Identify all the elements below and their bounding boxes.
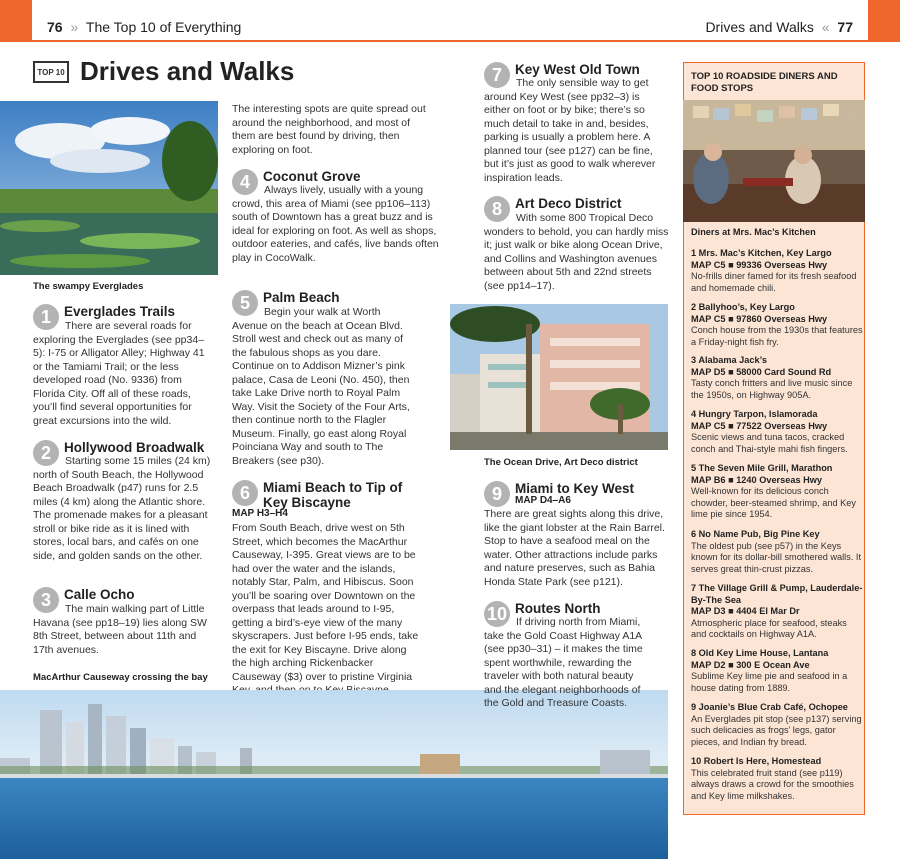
causeway-caption: MacArthur Causeway crossing the bay xyxy=(33,672,208,683)
entry-4-number: 4 xyxy=(232,169,258,195)
top10-badge: TOP 10 xyxy=(33,61,69,83)
sidebar-item-5 xyxy=(691,463,863,521)
sidebar-photo-caption: Diners at Mrs. Mac’s Kitchen xyxy=(691,227,816,237)
sidebar-item-5-map: MAP B6 ■ 1240 Overseas Hwy xyxy=(691,474,823,485)
entry-5-text: Begin your walk at Worth Avenue on the beach at Ocean Blvd. Stroll west and check out as many of the fabulous shops as you dare. Continue on to Addison Mizner’s pink palace, Casa de Leoni (No. 450), then take Lake Drive north to Royal Palm Way. Visit the Society of the Four Arts, then continue north to the Flagler Museum. Finally, go east along Royal Poinciana Way and south to The Breakers (see p30). xyxy=(232,306,410,467)
entry-3-number: 3 xyxy=(33,587,59,613)
entry-4-text: Always lively, usually with a young crowd, this area of Miami (see pp106–113) south of Downtown has a great buzz and is ideal for exploring on foot. As well as shops, outdoor eateries, and cafés, live bands often play in CocoWalk. xyxy=(232,184,439,264)
entry-3-title: Calle Ocho xyxy=(64,587,135,602)
header-separator-left: » xyxy=(70,19,79,35)
entry-10-title: Routes North xyxy=(515,601,601,616)
sidebar-item-1 xyxy=(691,248,863,294)
header-rule xyxy=(0,40,900,42)
sidebar-item-2-name: 2 Ballyhoo’s, Key Largo xyxy=(691,302,795,312)
sidebar-item-7-map: MAP D3 ■ 4404 El Mar Dr xyxy=(691,606,800,616)
entry-7-number: 7 xyxy=(484,62,510,88)
causeway-photo xyxy=(0,690,668,859)
sidebar-item-5-text: Well-known for its delicious conch chowder, beer-steamed shrimp, and Key lime pie since 1954. xyxy=(691,486,856,519)
sidebar-item-7-text: Atmospheric place for seafood, steaks and cocktails on Highway A1A. xyxy=(691,617,847,639)
entry-1-text: There are several roads for exploring the Everglades (see pp34–5): I-75 or Alligator Alley; Highway 41 or the Tamiami Trail; or the less developed road (No. 9336) from Florida City. Off all of these roads, you’ll find several opportunities for great excursions into the wild. xyxy=(33,320,205,427)
sidebar-item-6 xyxy=(691,529,863,575)
sidebar-item-2-text: Conch house from the 1930s that features a Friday-night fish fry. xyxy=(691,325,863,347)
sidebar-item-2 xyxy=(691,302,863,348)
sidebar-item-5-name: 5 The Seven Mile Grill, Marathon xyxy=(691,463,833,473)
entry-1-number: 1 xyxy=(33,304,59,330)
entry-9-number: 9 xyxy=(484,481,510,507)
sidebar-item-2-map: MAP C5 ■ 97860 Overseas Hwy xyxy=(691,313,828,324)
entry-7-text: The only sensible way to get around Key West (see pp32–3) is either on foot or by bike; there’s so much detail to take in and, besides, parking is usually a problem here. A planned tour (see p127) can be fine, but it’s just as good to walk wherever inspiration leads. xyxy=(484,77,656,184)
sidebar-item-3-name: 3 Alabama Jack’s xyxy=(691,355,767,365)
sidebar-item-1-name: 1 Mrs. Mac’s Kitchen, Key Largo xyxy=(691,248,832,258)
entry-9-title: Miami to Key West xyxy=(515,481,635,496)
sidebar-item-8-name: 8 Old Key Lime House, Lantana xyxy=(691,648,829,658)
entry-10-text: If driving north from Miami, take the Gold Coast Highway A1A (see pp30–31) – it makes the time spent worthwhile, rewarding the traveler with both natural beauty and the elegant neighborhoods of the Gold and Treasure Coasts. xyxy=(484,616,643,709)
sidebar-item-1-text: No-frills diner famed for its fresh seafood and homemade chili. xyxy=(691,271,857,293)
entry-2-number: 2 xyxy=(33,440,59,466)
entry-6-map: MAP H3–H4 xyxy=(232,508,288,519)
entry-6-number: 6 xyxy=(232,480,258,506)
entry-6-text: From South Beach, drive west on 5th Street, which becomes the MacArthur Causeway, I-395. Great views are to be had over the water and the islands, notably Star, Palm, and Hibiscus. Soon you’ll be soaring over Downtown on the overpass that leads around to I-95, getting a bird’s-eye view of the many skyscrapers. Just before I-95 ends, take the exit for Key Biscayne. Drive along the high arching Rickenbacker Causeway ($3) over to pristine Virginia xyxy=(232,522,419,683)
entry-10-number: 10 xyxy=(484,601,510,627)
sidebar-item-7-name: 7 The Village Grill & Pump, Lauderdale-By-The Sea xyxy=(691,583,863,605)
left-page-number: 76 xyxy=(47,19,63,35)
sidebar-item-9-name: 9 Joanie’s Blue Crab Café, Ochopee xyxy=(691,702,848,712)
sidebar-item-6-text: The oldest pub (see p57) in the Keys known for its dollar-bill smothered walls. It serves great thin-crust pizzas. xyxy=(691,540,862,574)
everglades-caption: The swampy Everglades xyxy=(33,281,144,292)
sidebar-item-8 xyxy=(691,648,863,694)
entry-6-head xyxy=(232,480,403,510)
header-left-tab xyxy=(0,0,32,42)
sidebar-item-3-map: MAP D5 ■ 58000 Card Sound Rd xyxy=(691,366,832,377)
entry-7-title: Key West Old Town xyxy=(515,62,640,77)
sidebar-item-3-text: Tasty conch fritters and live music since the 1950s, on Highway 905A. xyxy=(691,378,853,400)
entry-9-text: There are great sights along this drive, like the giant lobster at the Rain Barrel. Stop to have a seafood meal on the water. Other attractions include parks and nature preserves, such as Bahia Honda State Park (see p121). xyxy=(484,508,665,588)
entry-3-text: The main walking part of Little Havana (see pp18–19) lies along SW 8th Street, between about 11th and 17th avenues. xyxy=(33,603,207,656)
entry-8-number: 8 xyxy=(484,196,510,222)
sidebar-item-10 xyxy=(691,756,863,802)
sidebar-item-8-map: MAP D2 ■ 300 E Ocean Ave xyxy=(691,659,810,670)
sidebar-item-6-name: 6 No Name Pub, Big Pine Key xyxy=(691,529,820,539)
entry-2-text: Starting some 15 miles (24 km) north of South Beach, the Hollywood Beach Broadwalk (p47) runs for 2.5 miles (4 km) along the Atlantic shore. The promenade makes for a pleasant stroll or bike ride as it is lined with stores, local bars, and cafés on one side, and golden sands on the other. xyxy=(33,455,211,562)
entry-8-text: With some 800 Tropical Deco wonders to behold, you can hardly miss it; just walk or bike along Ocean Drive, and Collins and Washington avenues between about 5th and 22nd streets (see pp14–17). xyxy=(484,212,669,292)
sidebar-item-1-map: MAP C5 ■ 99336 Overseas Hwy xyxy=(691,259,828,270)
right-running-title: Drives and Walks xyxy=(705,19,814,35)
ocean-drive-caption: The Ocean Drive, Art Deco district xyxy=(484,457,638,468)
right-page-number: 77 xyxy=(837,19,853,35)
entry-2-title: Hollywood Broadwalk xyxy=(64,440,205,455)
art-deco-photo xyxy=(450,304,668,450)
header-right xyxy=(705,19,853,35)
sidebar-item-4-name: 4 Hungry Tarpon, Islamorada xyxy=(691,409,818,419)
sidebar-title: TOP 10 ROADSIDE DINERS AND FOOD STOPS xyxy=(691,71,838,94)
entry-5-title: Palm Beach xyxy=(263,290,340,305)
sidebar-item-3 xyxy=(691,355,863,401)
sidebar-item-9 xyxy=(691,702,863,748)
sidebar-item-8-text: Sublime Key lime pie and seafood in a house dating from 1889. xyxy=(691,671,848,693)
left-running-title: The Top 10 of Everything xyxy=(85,19,242,35)
sidebar-item-4 xyxy=(691,409,863,455)
sidebar-item-10-name: 10 Robert Is Here, Homestead xyxy=(691,756,822,766)
intro-text: The interesting spots are quite spread out around the neighborhood, and most of them are best found by driving, then exploring on foot. xyxy=(232,103,426,156)
sidebar-item-7 xyxy=(691,583,863,641)
entry-9-map: MAP D4–A6 xyxy=(515,495,571,506)
sidebar-item-4-map: MAP C5 ■ 77522 Overseas Hwy xyxy=(691,420,828,431)
sidebar-item-4-text: Scenic views and tuna tacos, cracked conch and Thai-style mahi fish fingers. xyxy=(691,432,848,454)
entry-8-title: Art Deco District xyxy=(515,196,622,211)
entry-4-title: Coconut Grove xyxy=(263,169,361,184)
diner-photo xyxy=(683,100,865,222)
entry-6-title: Miami Beach to Tip of Key Biscayne xyxy=(263,480,403,510)
header-right-tab xyxy=(868,0,900,42)
header-separator-right: « xyxy=(821,19,830,35)
everglades-photo xyxy=(0,101,218,275)
sidebar-item-10-text: This celebrated fruit stand (see p119) always draws a crowd for the smoothies and Key lime milkshakes. xyxy=(691,767,854,801)
entry-5-number: 5 xyxy=(232,290,258,316)
header-left xyxy=(47,19,241,35)
sidebar-item-9-text: An Everglades pit stop (see p137) serving such delicacies as frogs’ legs, gator pieces, and Indian fry bread. xyxy=(691,713,862,747)
page-title: Drives and Walks xyxy=(80,56,295,86)
entry-1-title: Everglades Trails xyxy=(64,304,176,319)
